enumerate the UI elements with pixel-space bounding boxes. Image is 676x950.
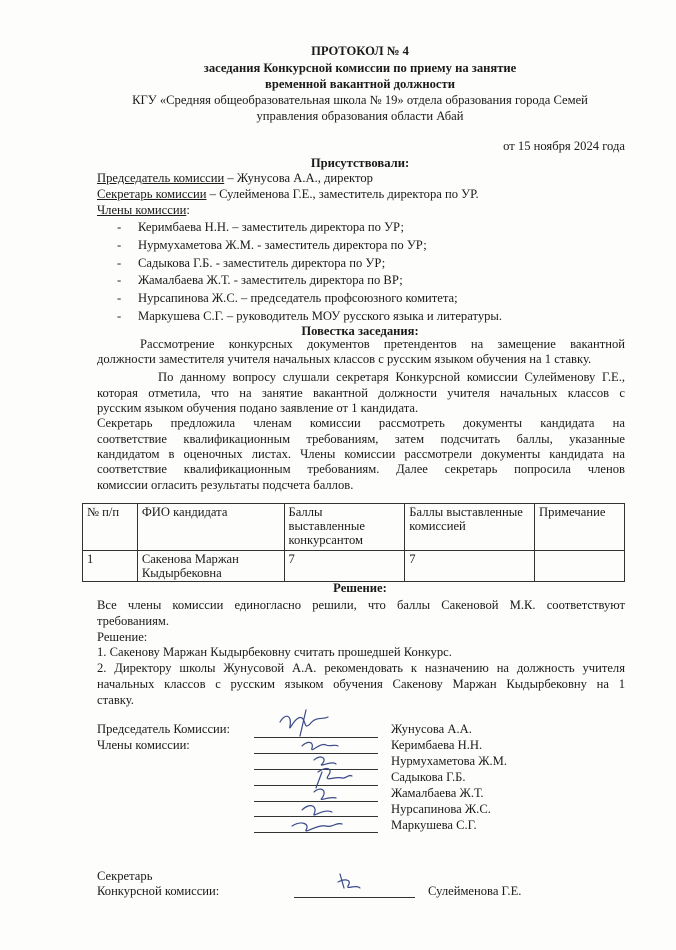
decision-item-1: 1. Сакенову Маржан Кыдырбековну считать прошедшей Конкурс.: [97, 645, 452, 659]
signature-name: Нурсапинова Ж.С.: [391, 802, 491, 816]
column-header: № п/п: [83, 504, 138, 551]
secretary-signature-name: Сулейменова Г.Е.: [428, 884, 522, 898]
secretary-signature-label-2: Конкурсной комиссии:: [97, 884, 220, 898]
decision-item-2-line-2: начальных классов с русским языком обучения Сакенову Маржан Кыдырбековну на 1: [97, 677, 625, 691]
column-header: Баллы выставленные конкурсантом: [284, 504, 405, 551]
signature-members-label: Члены комиссии:: [97, 738, 190, 752]
secretary-label: Секретарь комиссии: [97, 187, 207, 201]
signature-name: Жунусова А.А.: [391, 722, 472, 736]
column-header: Баллы выставленные комиссией: [405, 504, 535, 551]
signature-name: Нурмухаметова Ж.М.: [391, 754, 507, 768]
cell-number: 1: [83, 551, 138, 582]
cell-self-score: 7: [284, 551, 405, 582]
agenda-p2-line-3: русским языком обучения подано заявление от 1 кандидата.: [97, 401, 419, 415]
results-table: [82, 503, 625, 582]
protocol-title: ПРОТОКОЛ № 4: [311, 44, 409, 58]
chair-value: – Жунусова А.А., директор: [224, 171, 373, 185]
table-row: [83, 551, 625, 582]
agenda-p3-line-2: соответствие квалификационным требованиям, затем подсчитать баллы, указанные: [97, 432, 625, 446]
cell-candidate-name: Сакенова Маржан Кыдырбековна: [137, 551, 284, 582]
agenda-p3-line-5: комиссии огласить результаты подсчета баллов.: [97, 478, 354, 492]
agenda-p1-line-1: Рассмотрение конкурсных документов претендентов на замещение вакантной: [140, 337, 625, 351]
agenda-p3-line-1: Секретарь предложила членам комиссии рассмотреть документы кандидата на: [97, 416, 625, 430]
members-heading: Члены комиссии:: [97, 203, 190, 217]
protocol-subtitle-2: временной вакантной должности: [265, 77, 455, 91]
signature-name: Керимбаева Н.Н.: [391, 738, 483, 752]
agenda-p3-line-4: соответствие квалификационным требованиям. Далее секретарь попросила членов: [97, 462, 625, 476]
attendance-heading: Присутствовали:: [310, 156, 410, 170]
chair-line: [97, 171, 373, 186]
signature-chair-label: Председатель Комиссии:: [97, 722, 231, 736]
decision-label: Решение:: [97, 630, 148, 644]
protocol-subtitle-1: заседания Конкурсной комиссии по приему на занятие: [203, 61, 517, 75]
signature-name: Садыкова Г.Б.: [391, 770, 466, 784]
agenda-p2-line-2: которая отметила, что на занятие вакантной должности учителя начальных классов с: [97, 386, 625, 400]
decision-item-2-line-1: 2. Директору школы Жунусовой А.А. рекомендовать к назначению на должность учителя: [97, 661, 625, 675]
agenda-heading: Повестка заседания:: [301, 324, 419, 338]
signature-name: Маркушева С.Г.: [391, 818, 477, 832]
cell-commission-score: 7: [405, 551, 535, 582]
column-header: Примечание: [535, 504, 625, 551]
table-header-row: [83, 504, 625, 551]
protocol-date: от 15 ноября 2024 года: [503, 139, 625, 153]
handwritten-signatures-image: [262, 702, 382, 842]
column-header: ФИО кандидата: [137, 504, 284, 551]
chair-label: Председатель комиссии: [97, 171, 225, 185]
organization-line-1: КГУ «Средняя общеобразовательная школа № 19» отдела образования города Семей: [132, 93, 588, 107]
agenda-p2-line-1: По данному вопросу слушали секретаря Конкурсной комиссии Сулейменову Г.Е.,: [158, 370, 625, 384]
decision-item-2-line-3: ставку.: [97, 693, 134, 707]
secretary-signature-label-1: Секретарь: [97, 869, 153, 883]
agenda-p1-line-2: должности заместителя учителя начальных классов с русским языком обучения на 1 ставку.: [97, 352, 592, 366]
signature-line: [294, 897, 415, 898]
decision-heading: Решение:: [333, 581, 387, 595]
secretary-value: – Сулейменова Г.Е., заместитель директора по УР.: [206, 187, 479, 201]
cell-note: [535, 551, 625, 582]
members-label: Члены комиссии: [97, 203, 187, 217]
signature-name: Жамалбаева Ж.Т.: [391, 786, 484, 800]
decision-p1-line-1: Все члены комиссии единогласно решили, что баллы Сакеновой М.К. соответствуют: [97, 598, 625, 612]
organization-line-2: управления образования области Абай: [256, 109, 464, 123]
secretary-line: [97, 187, 479, 202]
secretary-signature-image: [330, 868, 370, 896]
agenda-p3-line-3: кандидатом в оценочных листах. Члены комиссии рассмотрели документы кандидата на: [97, 447, 625, 461]
decision-p1-line-2: требованиям.: [97, 614, 170, 628]
